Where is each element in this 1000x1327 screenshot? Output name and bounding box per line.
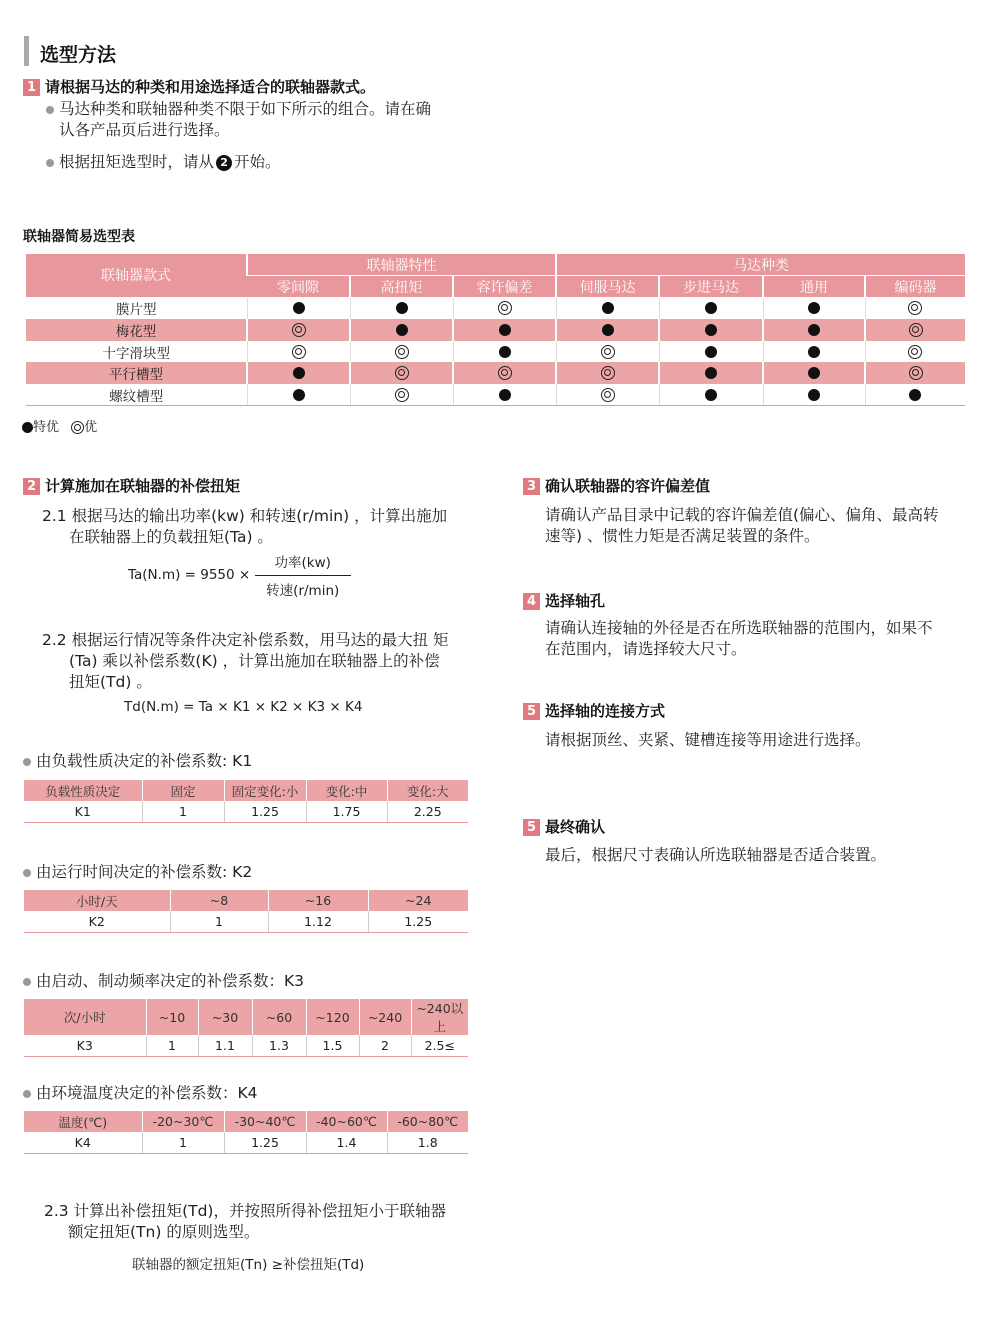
bullet-icon <box>23 978 31 986</box>
double-circle-icon <box>292 345 306 359</box>
step2-p21 <box>42 506 447 548</box>
col-header: 伺服马达 <box>556 276 659 298</box>
table-cell: ~8 <box>170 890 268 911</box>
table-cell: 固定 <box>142 780 224 801</box>
rating-cell <box>865 384 965 406</box>
filled-circle-icon <box>499 389 511 401</box>
table-row <box>26 362 965 384</box>
table-cell: 固定变化:小 <box>224 780 306 801</box>
k3-header-row <box>24 999 468 1035</box>
rating-cell <box>350 362 453 384</box>
table-cell: 1.1 <box>198 1035 252 1056</box>
step1-number: 1 <box>23 79 40 96</box>
step5a-number: 5 <box>523 703 540 720</box>
rating-cell <box>350 297 453 319</box>
rating-cell <box>350 319 453 341</box>
table-cell: K1 <box>24 801 142 822</box>
double-circle-icon <box>909 323 923 337</box>
table-cell: 2.5≤ <box>411 1035 468 1056</box>
filled-circle-icon <box>705 367 717 379</box>
table-cell: ~30 <box>198 999 252 1035</box>
rating-cell <box>556 341 659 363</box>
step1-bullet1-line2: 认各产品页后进行选择。 <box>59 121 230 139</box>
k1-header-row <box>24 780 468 801</box>
table-row <box>26 341 965 363</box>
filled-circle-icon <box>808 346 820 358</box>
table-cell: 变化:大 <box>387 780 468 801</box>
step5b-number: 5 <box>523 819 540 836</box>
rating-cell <box>763 362 865 384</box>
table-cell: ~60 <box>252 999 306 1035</box>
k3-title <box>23 971 304 992</box>
circled-number-icon: 2 <box>216 155 232 171</box>
k2-header-row <box>24 890 468 911</box>
filled-circle-icon <box>499 346 511 358</box>
table-cell: 1 <box>170 911 268 932</box>
double-circle-icon <box>909 366 923 380</box>
double-circle-icon <box>292 323 306 337</box>
rating-cell <box>659 341 763 363</box>
table-cell: 1.4 <box>306 1132 387 1153</box>
formula-ta-fraction <box>255 551 351 599</box>
selection-table <box>26 254 965 406</box>
rating-cell <box>453 297 556 319</box>
page-title: 选型方法 <box>40 44 117 66</box>
step3-number: 3 <box>523 478 540 495</box>
step3-line2: 速等) 、惯性力矩是否满足装置的条件。 <box>545 527 820 545</box>
step2-heading <box>23 475 240 496</box>
k3-table <box>24 999 468 1057</box>
table-cell: ~240 <box>359 999 411 1035</box>
legend-best-label: 特优 <box>33 420 60 435</box>
double-circle-icon <box>498 301 512 315</box>
group-header-characteristics: 联轴器特性 <box>247 254 556 276</box>
step4-heading-text: 选择轴孔 <box>545 592 606 610</box>
table-cell: -30~40℃ <box>224 1111 306 1132</box>
step1-heading <box>23 76 375 97</box>
table-cell: ~10 <box>146 999 198 1035</box>
filled-circle-icon <box>602 324 614 336</box>
step5a-heading-text: 选择轴的连接方式 <box>545 702 666 720</box>
filled-circle-icon <box>396 302 408 314</box>
table-header-row <box>26 254 965 276</box>
rating-cell <box>556 319 659 341</box>
table-cell: 1.75 <box>306 801 387 822</box>
rating-cell <box>247 341 350 363</box>
selection-table-caption: 联轴器简易选型表 <box>23 229 135 245</box>
rating-cell <box>659 362 763 384</box>
col-header: 容许偏差 <box>453 276 556 298</box>
k1-table <box>24 780 468 823</box>
double-circle-icon <box>395 366 409 380</box>
coupling-type-name: 膜片型 <box>26 297 247 319</box>
k1-value-row <box>24 801 468 822</box>
table-cell: 变化:中 <box>306 780 387 801</box>
table-cell: ~240以上 <box>411 999 468 1035</box>
table-cell: -20~30℃ <box>142 1111 224 1132</box>
double-circle-icon <box>601 345 615 359</box>
step1-bullet2-post: 开始。 <box>234 153 281 171</box>
coupling-type-name: 十字滑块型 <box>26 341 247 363</box>
k4-header-row <box>24 1111 468 1132</box>
col-header: 零间隙 <box>247 276 350 298</box>
filled-circle-icon <box>396 324 408 336</box>
k4-title <box>23 1083 258 1104</box>
table-cell: 1 <box>146 1035 198 1056</box>
k3-title-text: 由启动、制动频率决定的补偿系数：K3 <box>36 972 305 990</box>
rating-cell <box>453 362 556 384</box>
rating-cell <box>659 319 763 341</box>
rating-cell <box>453 384 556 406</box>
table-row <box>26 297 965 319</box>
step3-line1: 请确认产品目录中记载的容许偏差值(偏心、偏角、最高转 <box>545 506 939 524</box>
step2-p23-line1: 2.3 计算出补偿扭矩(Td)，并按照所得补偿扭矩小于联轴器 <box>44 1202 446 1220</box>
rating-cell <box>556 297 659 319</box>
rating-cell <box>763 297 865 319</box>
filled-circle-icon <box>499 324 511 336</box>
filled-circle-icon <box>808 389 820 401</box>
filled-circle-icon <box>808 324 820 336</box>
step5b-heading-text: 最终确认 <box>545 818 606 836</box>
coupling-type-name: 梅花型 <box>26 319 247 341</box>
formula-tn: 联轴器的额定扭矩(Tn) ≥补偿扭矩(Td) <box>132 1257 365 1273</box>
rating-cell <box>350 341 453 363</box>
rating-cell <box>865 341 965 363</box>
step5a-heading <box>523 700 665 721</box>
table-cell: K4 <box>24 1132 142 1153</box>
bullet-icon <box>23 869 31 877</box>
table-cell: 温度(℃) <box>24 1111 142 1132</box>
group-header-motor: 马达种类 <box>556 254 965 276</box>
table-cell: K3 <box>24 1035 146 1056</box>
table-cell: -60~80℃ <box>387 1111 468 1132</box>
formula-ta-denominator: 转速(r/min) <box>266 583 340 599</box>
step5b-body: 最后，根据尺寸表确认所选联轴器是否适合装置。 <box>545 846 887 864</box>
rating-cell <box>865 297 965 319</box>
step4-heading <box>523 590 605 611</box>
double-circle-icon <box>601 388 615 402</box>
filled-circle-icon <box>808 367 820 379</box>
step1-heading-text: 请根据马达的种类和用途选择适合的联轴器款式。 <box>45 78 376 96</box>
double-circle-icon <box>498 366 512 380</box>
bullet-icon <box>23 758 31 766</box>
table-cell: 2 <box>359 1035 411 1056</box>
rating-cell <box>247 362 350 384</box>
title-accent-bar <box>24 36 29 66</box>
table-cell: K2 <box>24 911 170 932</box>
k2-title-text: 由运行时间决定的补偿系数: K2 <box>36 863 253 881</box>
k4-value-row <box>24 1132 468 1153</box>
step2-p22-line1: 2.2 根据运行情况等条件决定补偿系数，用马达的最大扭 矩 <box>42 631 449 649</box>
filled-circle-icon <box>705 302 717 314</box>
rating-cell <box>865 319 965 341</box>
step4-body <box>545 618 933 660</box>
table-cell: ~24 <box>368 890 468 911</box>
step3-heading-text: 确认联轴器的容许偏差值 <box>545 477 711 495</box>
filled-circle-icon <box>705 389 717 401</box>
coupling-type-name: 螺纹槽型 <box>26 384 247 406</box>
step3-heading <box>523 475 710 496</box>
step2-p21-line1: 2.1 根据马达的输出功率(kw) 和转速(r/min) ，计算出施加 <box>42 507 448 525</box>
table-cell: 小时/天 <box>24 890 170 911</box>
table-row <box>26 384 965 406</box>
table-cell: ~120 <box>306 999 359 1035</box>
rating-cell <box>453 319 556 341</box>
filled-circle-icon <box>705 324 717 336</box>
filled-circle-icon <box>808 302 820 314</box>
filled-circle-icon <box>22 422 33 433</box>
col-header: 高扭矩 <box>350 276 453 298</box>
double-circle-icon <box>908 301 922 315</box>
step1-bullet1-line1: 马达种类和联轴器种类不限于如下所示的组合。请在确 <box>59 100 432 118</box>
step3-body <box>545 505 939 547</box>
bullet-icon <box>46 106 54 114</box>
col-header-name: 联轴器款式 <box>26 254 247 297</box>
table-cell: -40~60℃ <box>306 1111 387 1132</box>
rating-cell <box>247 297 350 319</box>
double-circle-icon <box>395 345 409 359</box>
double-circle-icon <box>601 366 615 380</box>
step4-line1: 请确认连接轴的外径是否在所选联轴器的范围内，如果不 <box>545 619 933 637</box>
table-cell: 1 <box>142 801 224 822</box>
rating-cell <box>865 362 965 384</box>
step1-bullet2-pre: 根据扭矩选型时，请从 <box>59 153 215 171</box>
filled-circle-icon <box>293 302 305 314</box>
step2-p23-line2: 额定扭矩(Tn) 的原则选型。 <box>68 1223 260 1241</box>
k2-value-row <box>24 911 468 932</box>
filled-circle-icon <box>602 302 614 314</box>
legend <box>22 416 97 435</box>
table-cell: 1.8 <box>387 1132 468 1153</box>
step2-p21-line2: 在联轴器上的负载扭矩(Ta) 。 <box>69 528 273 546</box>
table-cell: 1.3 <box>252 1035 306 1056</box>
rating-cell <box>763 319 865 341</box>
step4-line2: 在范围内，请选择较大尺寸。 <box>545 640 747 658</box>
legend-good-label: 优 <box>84 420 98 435</box>
table-cell: 次/小时 <box>24 999 146 1035</box>
filled-circle-icon <box>705 346 717 358</box>
rating-cell <box>763 384 865 406</box>
k4-title-text: 由环境温度决定的补偿系数：K4 <box>36 1084 258 1102</box>
double-circle-icon <box>908 345 922 359</box>
rating-cell <box>763 341 865 363</box>
rating-cell <box>453 341 556 363</box>
rating-cell <box>247 384 350 406</box>
k2-table <box>24 890 468 933</box>
step1-bullet1 <box>46 99 431 141</box>
table-cell: 1.12 <box>268 911 368 932</box>
step2-number: 2 <box>23 478 40 495</box>
rating-cell <box>247 319 350 341</box>
table-cell: 1.5 <box>306 1035 359 1056</box>
step2-p22 <box>42 630 449 693</box>
table-cell: 2.25 <box>387 801 468 822</box>
table-cell: 1.25 <box>224 801 306 822</box>
filled-circle-icon <box>293 367 305 379</box>
rating-cell <box>659 297 763 319</box>
col-header: 通用 <box>763 276 865 298</box>
col-header: 步进马达 <box>659 276 763 298</box>
rating-cell <box>556 384 659 406</box>
bullet-icon <box>46 159 54 167</box>
table-cell: 负载性质决定 <box>24 780 142 801</box>
table-cell: ~16 <box>268 890 368 911</box>
k2-title <box>23 862 252 883</box>
k4-table <box>24 1111 468 1154</box>
table-row <box>26 319 965 341</box>
filled-circle-icon <box>909 389 921 401</box>
step5a-body: 请根据顶丝、夹紧、键槽连接等用途进行选择。 <box>545 731 871 749</box>
bullet-icon <box>23 1090 31 1098</box>
k1-title <box>23 751 252 772</box>
coupling-type-name: 平行槽型 <box>26 362 247 384</box>
formula-td: Td(N.m) = Ta × K1 × K2 × K3 × K4 <box>124 699 363 715</box>
step4-number: 4 <box>523 593 540 610</box>
step2-p22-line3: 扭矩(Td) 。 <box>69 673 152 691</box>
rating-cell <box>556 362 659 384</box>
k3-value-row <box>24 1035 468 1056</box>
formula-ta <box>128 551 351 599</box>
filled-circle-icon <box>293 389 305 401</box>
col-header: 编码器 <box>865 276 965 298</box>
k1-title-text: 由负载性质决定的补偿系数: K1 <box>36 752 253 770</box>
step2-p22-line2: (Ta) 乘以补偿系数(K) ，计算出施加在联轴器上的补偿 <box>69 652 440 670</box>
step5b-heading <box>523 816 605 837</box>
table-cell: 1.25 <box>368 911 468 932</box>
step1-bullet2 <box>46 152 281 173</box>
table-cell: 1.25 <box>224 1132 306 1153</box>
double-circle-icon <box>395 388 409 402</box>
step2-heading-text: 计算施加在联轴器的补偿扭矩 <box>45 477 241 495</box>
rating-cell <box>350 384 453 406</box>
formula-ta-left: Ta(N.m) = 9550 × <box>128 567 251 583</box>
step2-p23 <box>44 1201 446 1243</box>
rating-cell <box>659 384 763 406</box>
double-circle-icon <box>71 421 84 434</box>
table-cell: 1 <box>142 1132 224 1153</box>
formula-ta-numerator: 功率(kw) <box>255 551 351 576</box>
